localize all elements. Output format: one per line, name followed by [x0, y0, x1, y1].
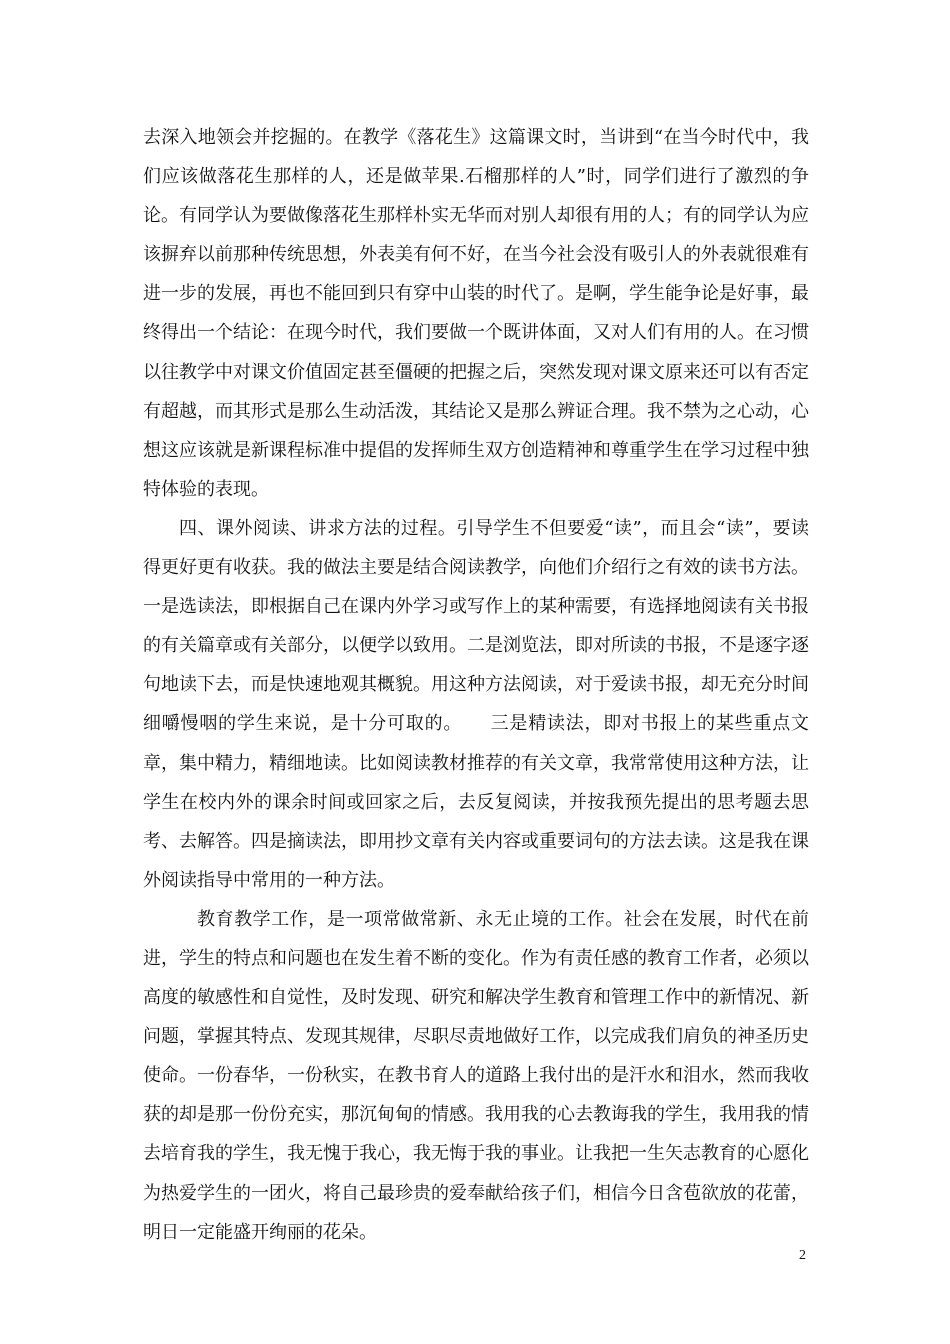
- paragraph-section-four: 四、课外阅读、讲求方法的过程。引导学生不但要爱“读”，而且会“读”，要读得更好更有收获。我的做法主要是结合阅读教学，向他们介绍行之有效的读书方法。一是选读法，即根据自己在课内外学习或写作上的某种需要，有选择地阅读有关书报的有关篇章或有关部分，以便学以致用。二是浏览法，即对所读的书报，不是逐字逐句地读下去，而是快速地观其概貌。用这种方法阅读，对于爱读书报，却无充分时间细嚼慢咽的学生来说，是十分可取的。 三是精读法，即对书报上的某些重点文章，集中精力，精细地读。比如阅读教材推荐的有关文章，我常常使用这种方法，让学生在校内外的课余时间或回家之后，去反复阅读，并按我预先提出的思考题去思考、去解答。四是摘读法，即用抄文章有关内容或重要词句的方法去读。这是我在课外阅读指导中常用的一种方法。: [143, 517, 809, 891]
- document-body: [143, 118, 809, 1252]
- paragraph-continuation: 去深入地领会并挖掘的。在教学《落花生》这篇课文时，当讲到“在当今时代中，我们应该做落花生那样的人，还是做苹果.石榴那样的人”时，同学们进行了激烈的争论。有同学认为要做像落花生那样朴实无华而对别人却很有用的人；有的同学认为应该摒弃以前那种传统思想，外表美有何不好，在当今社会没有吸引人的外表就很难有进一步的发展，再也不能回到只有穿中山装的时代了。是啊，学生能争论是好事，最终得出一个结论：在现今时代，我们要做一个既讲体面，又对人们有用的人。在习惯以往教学中对课文价值固定甚至僵硬的把握之后，突然发现对课文原来还可以有否定有超越，而其形式是那么生动活泼，其结论又是那么辨证合理。我不禁为之心动，心想这应该就是新课程标准中提倡的发挥师生双方创造精神和尊重学生在学习过程中独特体验的表现。: [143, 127, 809, 500]
- paragraph-conclusion: 教育教学工作，是一项常做常新、永无止境的工作。社会在发展，时代在前进，学生的特点和问题也在发生着不断的变化。作为有责任感的教育工作者，必须以高度的敏感性和自觉性，及时发现、研究和解决学生教育和管理工作中的新情况、新问题，掌握其特点、发现其规律，尽职尽责地做好工作，以完成我们肩负的神圣历史使命。一份春华，一份秋实，在教书育人的道路上我付出的是汗水和泪水，然而我收获的却是那一份份充实，那沉甸甸的情感。我用我的心去教诲我的学生，我用我的情去培育我的学生，我无愧于我心，我无悔于我的事业。让我把一生矢志教育的心愿化为热爱学生的一团火，将自己最珍贵的爱奉献给孩子们，相信今日含苞欲放的花蕾，明日一定能盛开绚丽的花朵。: [143, 908, 809, 1243]
- page-number: 2: [799, 1248, 806, 1263]
